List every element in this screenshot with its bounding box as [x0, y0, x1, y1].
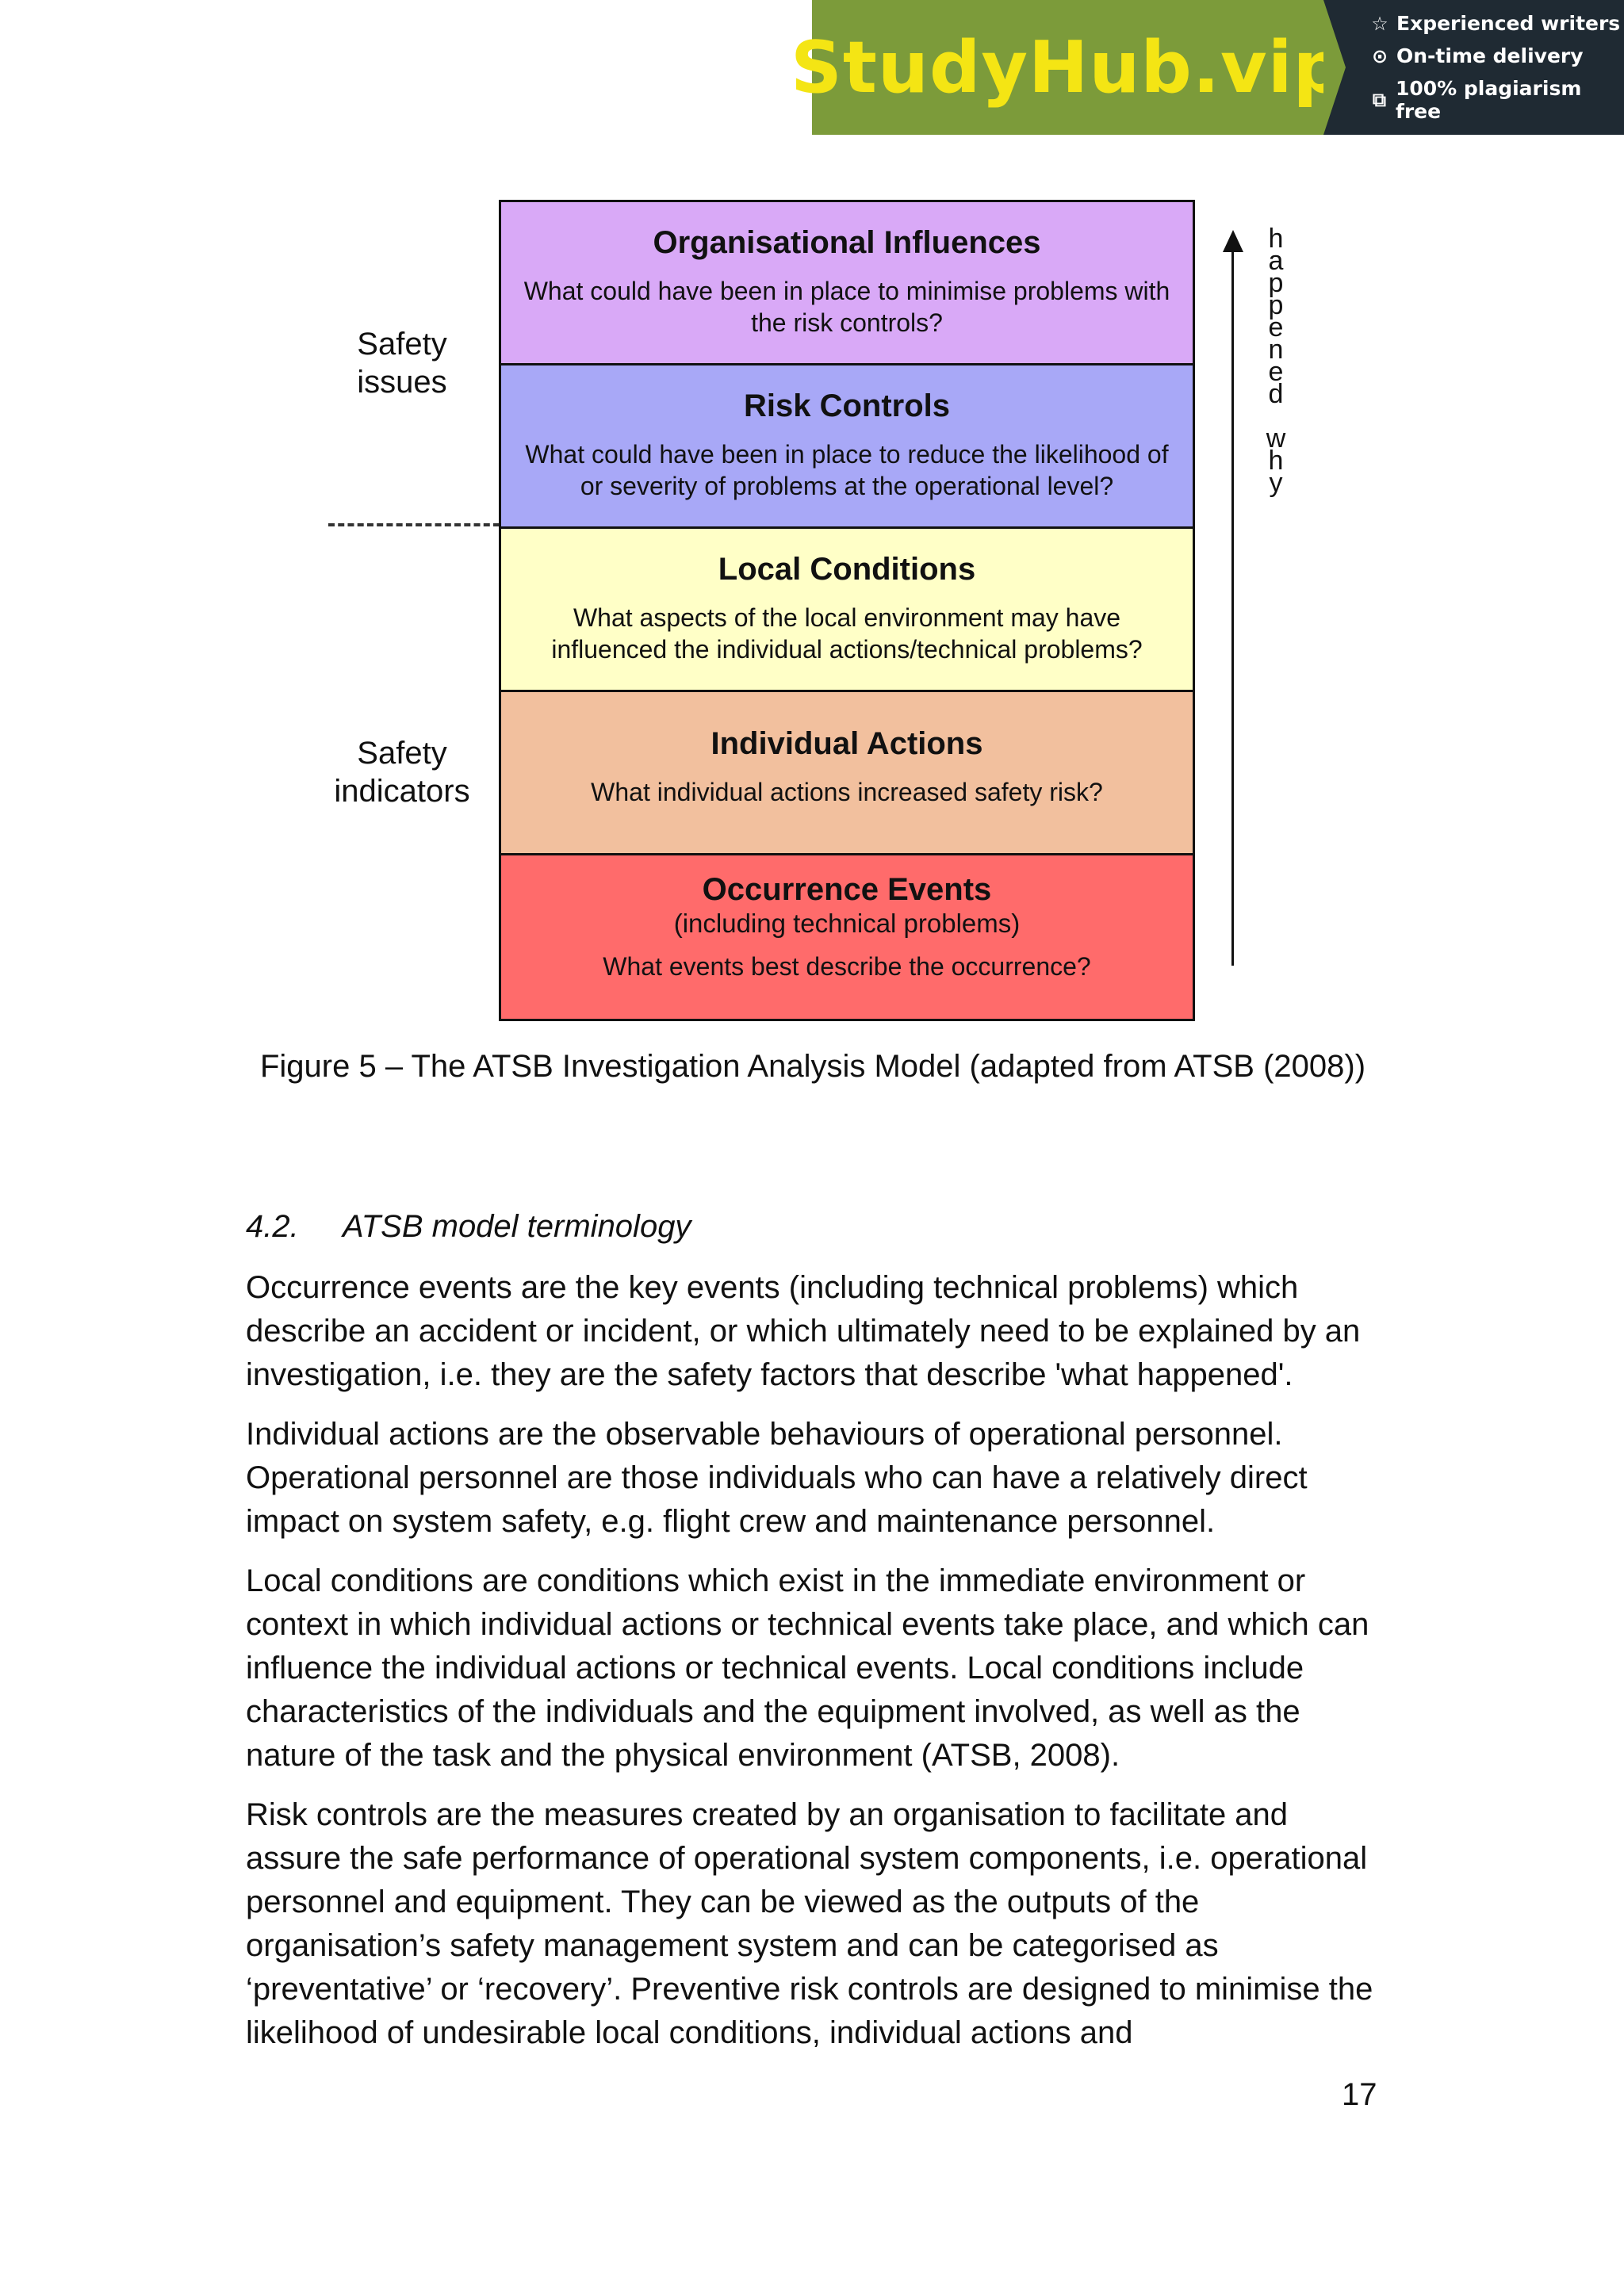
layer-question: What individual actions increased safety risk? [591, 778, 1103, 806]
layer-individual-actions [501, 692, 1193, 855]
atsb-model-diagram [499, 200, 1195, 1021]
layer-subtitle: (including technical problems) [673, 909, 1021, 938]
layer-occurrence-events [501, 855, 1193, 1019]
ad-banner[interactable] [791, 0, 1624, 135]
layer-local-conditions [501, 529, 1193, 692]
layer-risk-controls [501, 365, 1193, 529]
layer-title: Individual Actions [710, 726, 983, 761]
paragraph: Individual actions are the observable behaviours of operational personnel. Operational personnel are those individuals who can have a relatively direct impact on system safety, e.g. flight crew and maintenance personnel. [246, 1417, 1308, 1539]
layer-question: What could have been in place to minimise problems with the risk controls? [523, 277, 1170, 337]
section-title: ATSB model terminology [343, 1209, 691, 1244]
feature-label: 100% plagiarism free [1395, 77, 1582, 123]
layer-title: Organisational Influences [653, 225, 1041, 260]
feature-label: Experienced writers [1396, 12, 1621, 35]
paragraph: Occurrence events are the key events (including technical problems) which describe an accident or incident, or which ultimately need to be explained by an investigation, i.e. they are the safety factors that describe 'what happened'. [246, 1270, 1361, 1392]
star-icon: ☆ [1371, 12, 1388, 35]
body-text [246, 1266, 1388, 2071]
feature-item [1369, 44, 1624, 67]
layer-organisational-influences [501, 202, 1193, 365]
section-number: 4.2. [246, 1209, 299, 1244]
paragraph: Local conditions are conditions which exist in the immediate environment or context in which individual actions or technical events take place, and which can influence the individual actions or technical events. Local conditions include characteristics of the individuals and the equipment involved, as well as the nature of the task and the physical environment (ATSB, 2008). [246, 1563, 1369, 1773]
feature-list [1323, 0, 1624, 135]
arrow-label: happened why [1261, 224, 1291, 490]
feature-label: On-time delivery [1396, 44, 1584, 67]
page-number: 17 [1342, 2077, 1377, 2112]
feature-item [1369, 12, 1624, 35]
safety-issues-label: Safety issues [357, 327, 447, 400]
feature-item [1369, 77, 1624, 123]
layer-title: Risk Controls [743, 388, 951, 423]
section-heading [246, 1209, 691, 1245]
brand-logo: StudyHub.vip [791, 25, 1345, 109]
safety-indicators-label: Safety indicators [334, 736, 470, 809]
paragraph: Risk controls are the measures created by an organisation to facilitate and assure the safe performance of operational system components, i.e. operational personnel and equipment. They can be viewed as the outputs of the organisation’s safety management system and can be categorised as ‘preventative’ or ‘recovery’. Preventive risk controls are designed to minimise the likelihood of undesirable local conditions, individual actions and [246, 1797, 1373, 2050]
layer-question: What could have been in place to reduce the likelihood of or severity of problems at the operational level? [525, 440, 1169, 500]
layer-question: What aspects of the local environment may have influenced the individual actions/technical problems? [551, 603, 1143, 664]
layer-title: Local Conditions [718, 552, 976, 587]
figure-caption: Figure 5 – The ATSB Investigation Analysis Model (adapted from ATSB (2008)) [259, 1049, 1366, 1084]
copy-icon: ⧉ [1372, 89, 1387, 111]
arrow-shaft [1231, 247, 1234, 966]
layer-question: What events best describe the occurrence? [603, 952, 1091, 981]
divider-dashed-line [328, 523, 500, 526]
brand-logo-panel[interactable] [791, 0, 1345, 135]
clock-icon: ⊙ [1371, 44, 1388, 67]
layer-title: Occurrence Events [702, 872, 992, 907]
